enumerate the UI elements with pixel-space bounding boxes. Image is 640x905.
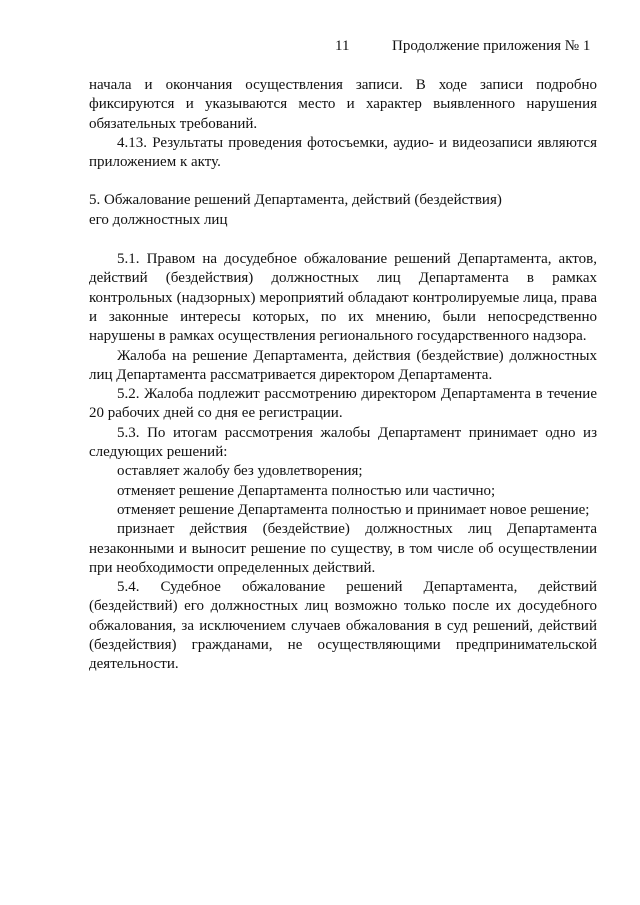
section-heading-line-2: его должностных лиц	[89, 211, 228, 228]
paragraph-continuation: начала и окончания осуществления записи. В ходе записи подробно фиксируются и указываются место и характер выявленного нарушения обязательных требований.	[89, 77, 597, 132]
paragraph-4-13: 4.13. Результаты проведения фотосъемки, аудио- и видеозаписи являются приложением к акту.	[89, 134, 597, 171]
decision-option-4: признает действия (бездействие) должностных лиц Департамента незаконными и выносит решение по существу, в том числе об осуществлении при необходимости определенных действий.	[89, 521, 597, 576]
page-header	[0, 38, 640, 58]
paragraph-5-1: 5.1. Правом на досудебное обжалование решений Департамента, актов, действий (бездействия) должностных лиц Департамента в рамках контрольных (надзорных) мероприятий обладают контролируемые лица, права и законные интересы которых, по их мнению, были непосредственно нарушены в рамках осуществления регионального государственного надзора.	[89, 251, 597, 345]
section-heading-line-1: 5. Обжалование решений Департамента, действий (бездействия)	[89, 192, 502, 209]
section-heading	[89, 191, 597, 230]
document-body	[89, 76, 597, 675]
decision-option-2: отменяет решение Департамента полностью или частично;	[117, 482, 496, 499]
paragraph-5-3: 5.3. По итогам рассмотрения жалобы Департамент принимает одно из следующих решений:	[89, 424, 597, 461]
page-number: 11	[335, 38, 350, 54]
appendix-label: Продолжение приложения № 1	[392, 38, 591, 54]
paragraph-5-4: 5.4. Судебное обжалование решений Департамента, действий (бездействий) его должностных лиц возможно только после их досудебного обжалования, за исключением случаев обжалования в суд решений, действий (бездействия) гражданами, не осуществляющими предпринимательской деятельности.	[89, 579, 597, 673]
paragraph-5-2: 5.2. Жалоба подлежит рассмотрению директором Департамента в течение 20 рабочих дней со дня ее регистрации.	[89, 386, 597, 422]
decision-option-1: оставляет жалобу без удовлетворения;	[117, 463, 363, 480]
paragraph-complaint: Жалоба на решение Департамента, действия (бездействие) должностных лиц Департамента рассматривается директором Департамента.	[89, 347, 597, 383]
decision-option-3: отменяет решение Департамента полностью и принимает новое решение;	[117, 501, 590, 518]
